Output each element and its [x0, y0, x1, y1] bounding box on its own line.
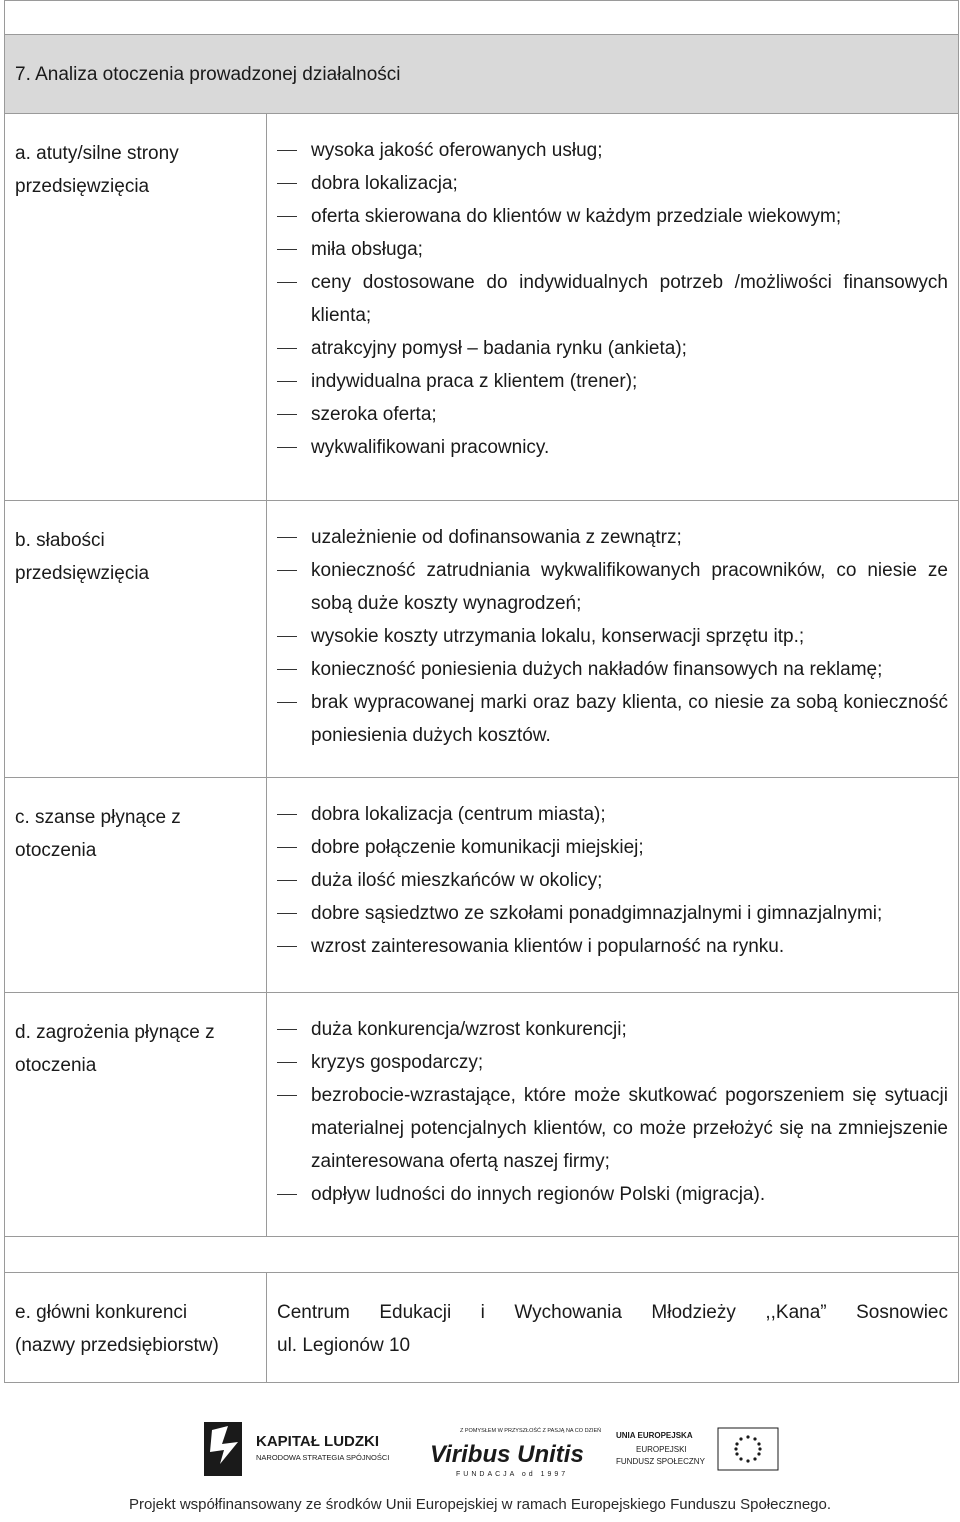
list-item: atrakcyjny pomysł – badania rynku (ankieta); — [277, 332, 948, 365]
weaknesses-label — [5, 501, 266, 604]
eu-efs-logo — [616, 1428, 778, 1470]
list-item: miła obsługa; — [277, 233, 948, 266]
funding-logos — [198, 1412, 798, 1482]
opportunities-list — [277, 798, 948, 963]
label-line: b. słabości — [15, 530, 105, 551]
label-line: c. szanse płynące z — [15, 807, 181, 828]
label-line: d. zagrożenia płynące z — [15, 1022, 215, 1043]
weaknesses-row — [5, 501, 959, 778]
list-item: dobra lokalizacja (centrum miasta); — [277, 798, 948, 831]
kl-title: KAPITAŁ LUDZKI — [256, 1433, 380, 1450]
empty-header-row — [5, 1, 959, 35]
label-line: przedsięwzięcia — [15, 563, 150, 584]
empty-cell — [5, 1237, 959, 1273]
list-item: indywidualna praca z klientem (trener); — [277, 365, 948, 398]
competitors-label — [5, 1273, 266, 1376]
label-line: (nazwy przedsiębiorstw) — [15, 1335, 219, 1356]
viribus-unitis-logo — [430, 1426, 601, 1478]
threats-row — [5, 993, 959, 1237]
vu-sub: FUNDACJA od 1997 — [456, 1471, 569, 1478]
list-item: kryzys gospodarczy; — [277, 1046, 948, 1079]
strengths-row — [5, 114, 959, 501]
list-item: odpływ ludności do innych regionów Polski (migracja). — [277, 1178, 948, 1211]
analysis-table — [4, 0, 959, 1383]
list-item: dobre sąsiedztwo ze szkołami ponadgimnazjalnymi i gimnazjalnymi; — [277, 897, 948, 930]
list-item: duża konkurencja/wzrost konkurencji; — [277, 1013, 948, 1046]
list-item: wykwalifikowani pracownicy. — [277, 431, 948, 464]
form-sheet — [4, 0, 959, 1383]
label-line: e. główni konkurenci — [15, 1302, 188, 1323]
weaknesses-list — [277, 521, 948, 752]
list-item: wzrost zainteresowania klientów i popularność na rynku. — [277, 930, 948, 963]
label-line: otoczenia — [15, 840, 97, 861]
list-item: dobra lokalizacja; — [277, 167, 948, 200]
threats-list — [277, 1013, 948, 1211]
spacer-row — [5, 1237, 959, 1273]
opportunities-label — [5, 778, 266, 881]
section-title: 7. Analiza otoczenia prowadzonej działalności — [15, 64, 401, 85]
vu-tagline: Z POMYSŁEM W PRZYSZŁOŚĆ Z PASJĄ NA CO DZIEŃ — [460, 1428, 602, 1434]
list-item: ceny dostosowane do indywidualnych potrzeb /możliwości finansowych klienta; — [277, 266, 948, 332]
list-item: bezrobocie-wzrastające, które może skutkować pogorszeniem się sytuacji materialnej potencjalnych klientów, co może przełożyć się na zmniejszenie zainteresowana ofertą naszej firmy; — [277, 1079, 948, 1178]
strengths-list — [277, 134, 948, 464]
opportunities-row — [5, 778, 959, 993]
strengths-label — [5, 114, 266, 217]
list-item: oferta skierowana do klientów w każdym przedziale wiekowym; — [277, 200, 948, 233]
kapital-ludzki-logo — [204, 1422, 389, 1476]
competitor-address: ul. Legionów 10 — [277, 1335, 411, 1356]
list-item: szeroka oferta; — [277, 398, 948, 431]
list-item: dobre połączenie komunikacji miejskiej; — [277, 831, 948, 864]
competitor-name: Centrum Edukacji i Wychowania Młodzieży ,,Kana” Sosnowiec — [277, 1302, 948, 1323]
label-line: przedsięwzięcia — [15, 176, 150, 197]
section-title-row — [5, 35, 959, 114]
eu-line3: FUNDUSZ SPOŁECZNY — [616, 1457, 705, 1466]
eu-flag-icon — [718, 1428, 778, 1470]
list-item: brak wypracowanej marki oraz bazy klienta, co niesie za sobą konieczność poniesienia dużych kosztów. — [277, 686, 948, 752]
competitors-row — [5, 1273, 959, 1383]
list-item: uzależnienie od dofinansowania z zewnątrz; — [277, 521, 948, 554]
vu-name: Viribus Unitis — [430, 1441, 584, 1468]
kl-subtitle: NARODOWA STRATEGIA SPÓJNOŚCI — [256, 1453, 390, 1462]
eu-line1: UNIA EUROPEJSKA — [616, 1431, 693, 1440]
label-line: otoczenia — [15, 1055, 97, 1076]
eu-line2: EUROPEJSKI — [636, 1445, 687, 1454]
empty-cell — [5, 1, 959, 35]
list-item: konieczność zatrudniania wykwalifikowanych pracowników, co niesie ze sobą duże koszty wynagrodzeń; — [277, 554, 948, 620]
threats-label — [5, 993, 266, 1096]
funding-note: Projekt współfinansowany ze środków Unii Europejskiej w ramach Europejskiego Funduszu Społecznego. — [128, 1496, 832, 1513]
list-item: wysokie koszty utrzymania lokalu, konserwacji sprzętu itp.; — [277, 620, 948, 653]
list-item: duża ilość mieszkańców w okolicy; — [277, 864, 948, 897]
label-line: a. atuty/silne strony — [15, 143, 179, 164]
page-footer — [0, 1400, 960, 1522]
competitors-value — [267, 1273, 958, 1376]
list-item: wysoka jakość oferowanych usług; — [277, 134, 948, 167]
list-item: konieczność poniesienia dużych nakładów finansowych na reklamę; — [277, 653, 948, 686]
